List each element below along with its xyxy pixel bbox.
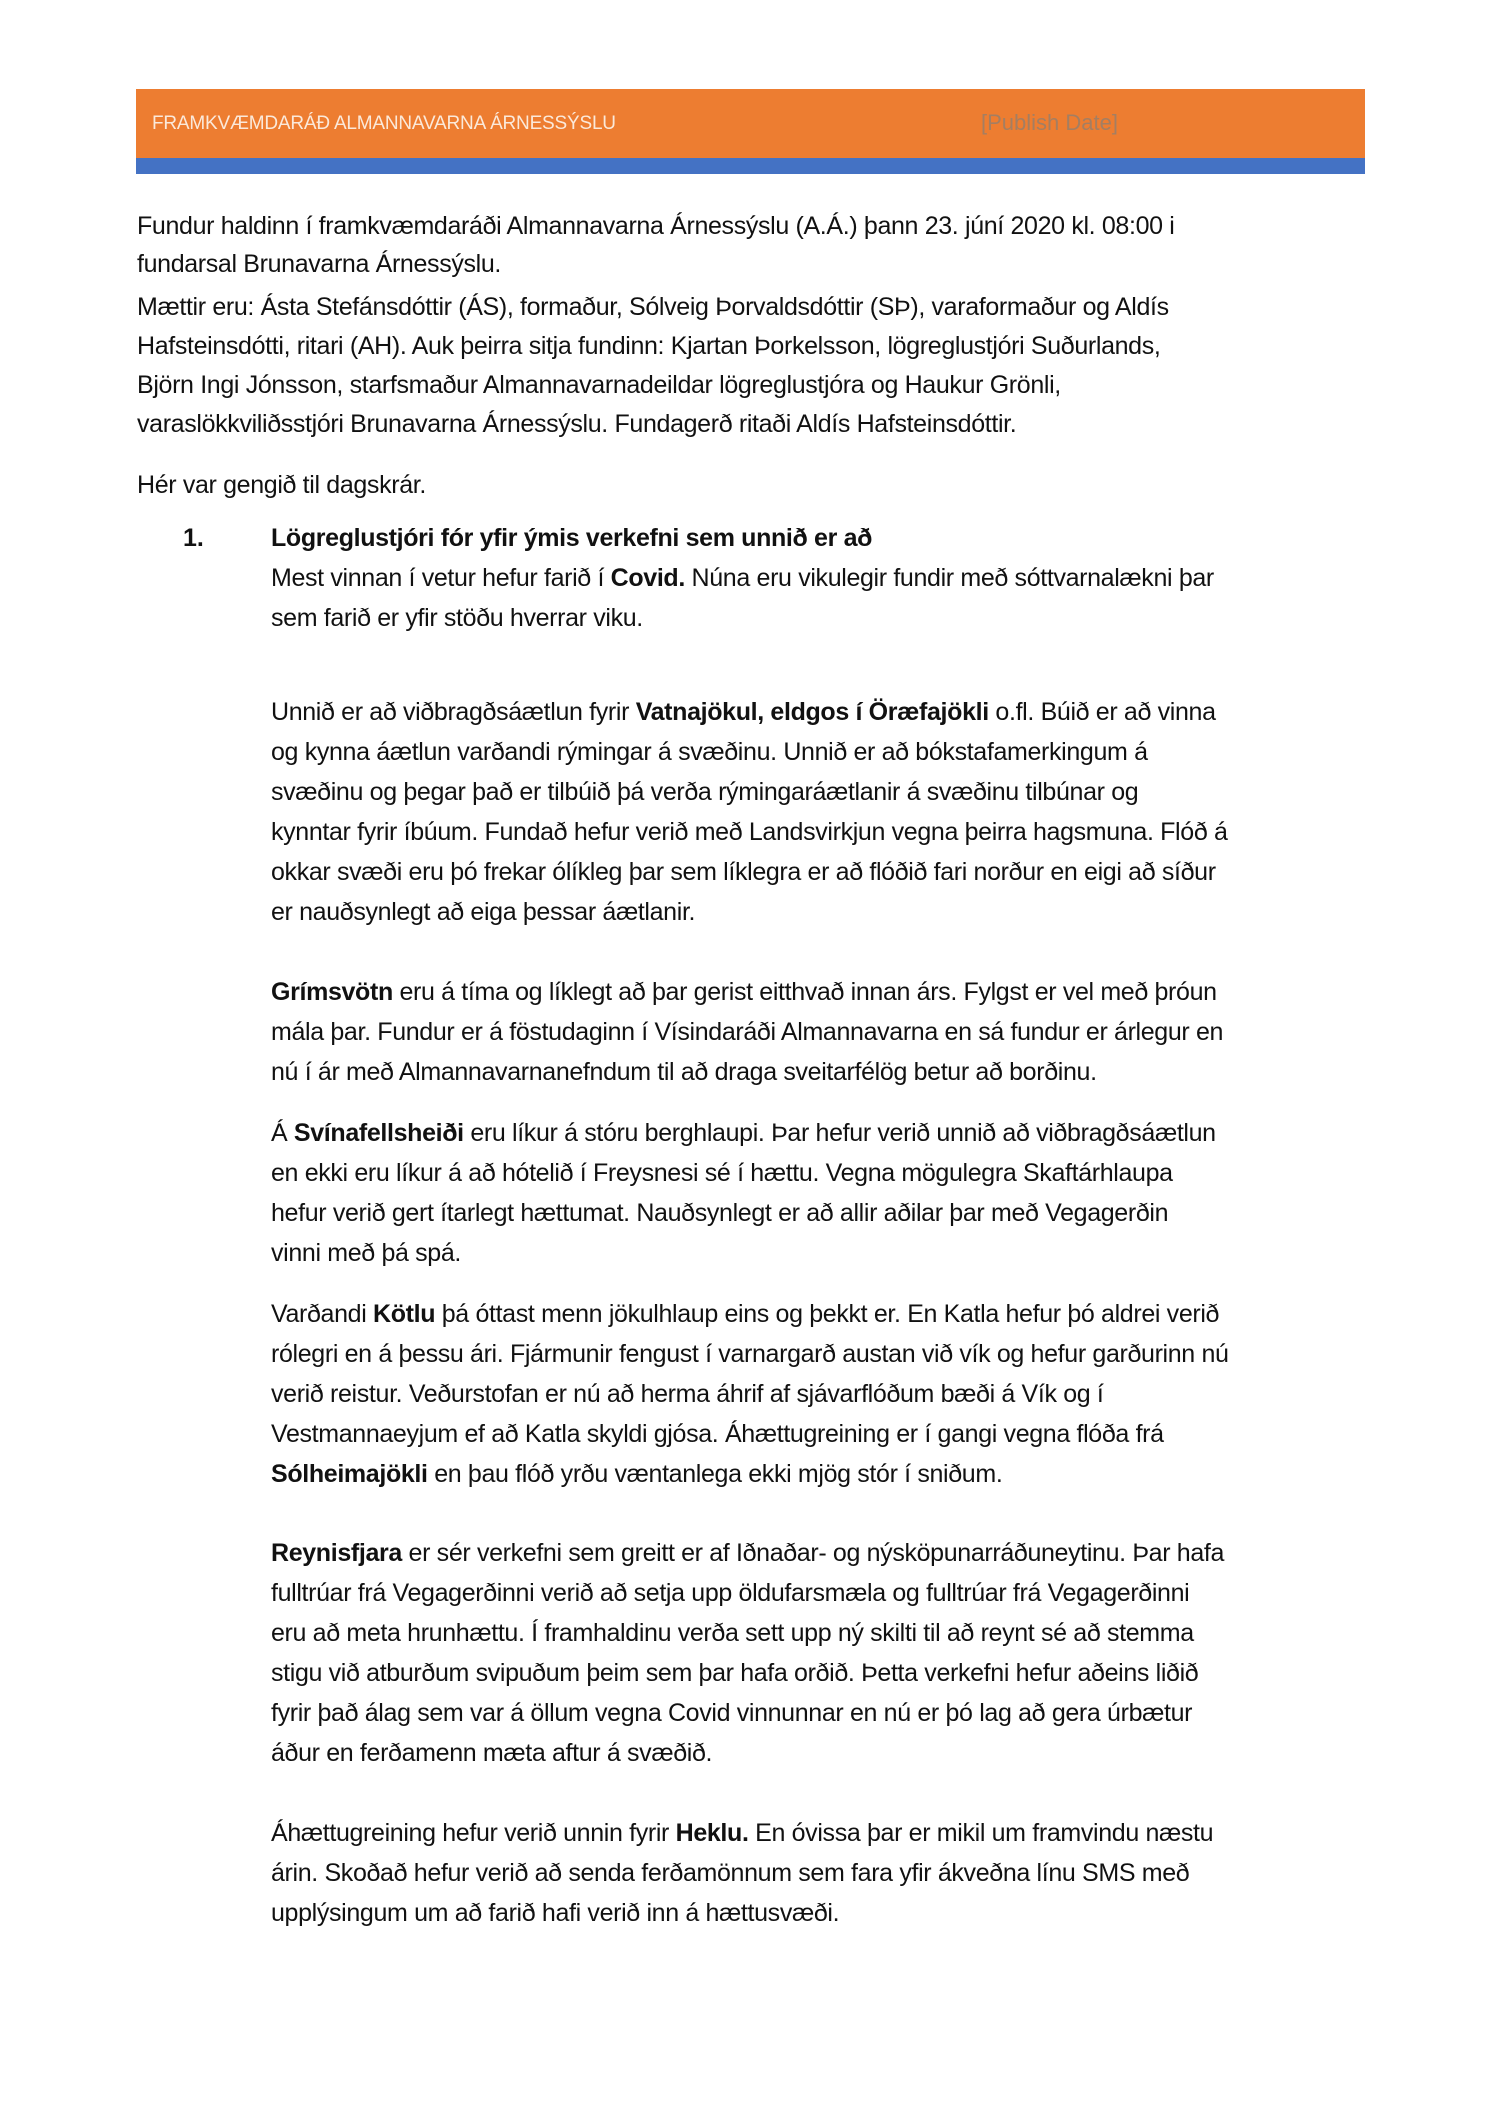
- paragraph-line: upplýsingum um að farið hafi verið inn á hættusvæði.: [271, 1899, 840, 1927]
- keyword-vatnajokull: Vatnajökul, eldgos í Öræfajökli: [635, 698, 989, 726]
- paragraph-line: Grímsvötn eru á tíma og líklegt að þar gerist eitthvað innan árs. Fylgst er vel með þróun: [271, 978, 1217, 1006]
- paragraph-line: Reynisfjara er sér verkefni sem greitt er af Iðnaðar- og nýsköpunarráðuneytinu. Þar hafa: [271, 1539, 1225, 1567]
- paragraph-line: eru að meta hrunhættu. Í framhaldinu verða sett upp ný skilti til að reynt sé að stemma: [271, 1619, 1194, 1647]
- paragraph-line: fyrir það álag sem var á öllum vegna Covid vinnunnar en nú er þó lag að gera úrbætur: [271, 1699, 1193, 1727]
- attendees-line: Hafsteinsdótti, ritari (AH). Auk þeirra sitja fundinn: Kjartan Þorkelsson, lögreglustjóri Suðurlands,: [137, 332, 1161, 360]
- keyword-covid: Covid.: [610, 564, 685, 592]
- keyword-katla: Kötlu: [373, 1300, 436, 1328]
- header-accent-bar: [136, 158, 1365, 174]
- paragraph-line: Á Svínafellsheiði eru líkur á stóru berghlaupi. Þar hefur verið unnið að viðbragðsáætlun: [271, 1119, 1216, 1147]
- publish-date-placeholder[interactable]: [Publish Date]: [981, 110, 1118, 135]
- attendees-line: Björn Ingi Jónsson, starfsmaður Almannavarnadeildar lögreglustjóra og Haukur Grönli,: [137, 371, 1061, 399]
- paragraph-line: árin. Skoðað hefur verið að senda ferðamönnum sem fara yfir ákveðna línu SMS með: [271, 1859, 1190, 1887]
- attendees-line: Mættir eru: Ásta Stefánsdóttir (ÁS), formaður, Sólveig Þorvaldsdóttir (SÞ), varaformaður og Aldís: [137, 293, 1169, 321]
- intro-line: Fundur haldinn í framkvæmdaráði Almannavarna Árnessýslu (A.Á.) þann 23. júní 2020 kl. 08:00 i: [137, 212, 1175, 240]
- paragraph-line: Mest vinnan í vetur hefur farið í Covid. Núna eru vikulegir fundir með sóttvarnalækni þar: [271, 564, 1214, 592]
- paragraph-line: svæðinu og þegar það er tilbúið þá verða rýmingaráætlanir á svæðinu tilbúnar og: [271, 778, 1139, 806]
- intro-line: fundarsal Brunavarna Árnessýslu.: [137, 250, 501, 278]
- agenda-item-title: Lögreglustjóri fór yfir ýmis verkefni sem unnið er að: [271, 524, 873, 552]
- paragraph-line: verið reistur. Veðurstofan er nú að herma áhrif af sjávarflóðum bæði á Vík og í: [271, 1380, 1104, 1408]
- paragraph-line: Áhættugreining hefur verið unnin fyrir Heklu. En óvissa þar er mikil um framvindu næstu: [271, 1819, 1214, 1847]
- keyword-reynisfjara: Reynisfjara: [271, 1539, 402, 1567]
- paragraph-line: rólegri en á þessu ári. Fjármunir fengust í varnargarð austan við vík og hefur garðurinn nú: [271, 1340, 1229, 1368]
- paragraph-line: kynntar fyrir íbúum. Fundað hefur verið með Landsvirkjun vegna þeirra hagsmuna. Flóð á: [271, 818, 1228, 846]
- paragraph-line: nú í ár með Almannavarnanefndum til að draga sveitarfélög betur að borðinu.: [271, 1058, 1097, 1086]
- paragraph-line: vinni með þá spá.: [271, 1239, 461, 1267]
- paragraph-line: hefur verið gert ítarlegt hættumat. Nauðsynlegt er að allir aðilar þar með Vegagerðin: [271, 1199, 1169, 1227]
- paragraph-line: stigu við atburðum svipuðum þeim sem þar hafa orðið. Þetta verkefni hefur aðeins liðið: [271, 1659, 1199, 1687]
- paragraph-line: Vestmannaeyjum ef að Katla skyldi gjósa. Áhættugreining er í gangi vegna flóða frá: [271, 1420, 1164, 1448]
- keyword-svinafellsheidi: Svínafellsheiði: [293, 1119, 464, 1147]
- paragraph-line: mála þar. Fundur er á föstudaginn í Vísindaráði Almannavarna en sá fundur er árlegur en: [271, 1018, 1224, 1046]
- keyword-solheimajokull: Sólheimajökli: [271, 1460, 428, 1488]
- paragraph-line: fulltrúar frá Vegagerðinni verið að setja upp öldufarsmæla og fulltrúar frá Vegagerðinni: [271, 1579, 1190, 1607]
- paragraph-line: sem farið er yfir stöðu hverrar viku.: [271, 604, 643, 632]
- paragraph-line: en ekki eru líkur á að hótelið í Freysnesi sé í hættu. Vegna mögulegra Skaftárhlaupa: [271, 1159, 1173, 1187]
- agenda-intro: Hér var gengið til dagskrár.: [137, 471, 426, 499]
- paragraph-line: áður en ferðamenn mæta aftur á svæðið.: [271, 1739, 713, 1767]
- organization-title: FRAMKVÆMDARÁÐ ALMANNAVARNA ÁRNESSÝSLU: [152, 113, 616, 134]
- keyword-grimsvotn: Grímsvötn: [271, 978, 393, 1006]
- paragraph-line: og kynna áætlun varðandi rýmingar á svæðinu. Unnið er að bókstafamerkingum á: [271, 738, 1148, 766]
- paragraph-line: Varðandi Kötlu þá óttast menn jökulhlaup eins og þekkt er. En Katla hefur þó aldrei verið: [271, 1300, 1220, 1328]
- page-header: [136, 89, 1365, 158]
- paragraph-line: Unnið er að viðbragðsáætlun fyrir Vatnajökul, eldgos í Öræfajökli o.fl. Búið er að vinna: [271, 698, 1216, 726]
- paragraph-line: Sólheimajökli en þau flóð yrðu væntanlega ekki mjög stór í sniðum.: [271, 1460, 1003, 1488]
- agenda-item-number: 1.: [183, 524, 204, 552]
- paragraph-line: okkar svæði eru þó frekar ólíkleg þar sem líklegra er að flóðið fari norður en eigi að síður: [271, 858, 1216, 886]
- keyword-hekla: Heklu.: [675, 1819, 749, 1847]
- attendees-line: varaslökkviliðsstjóri Brunavarna Árnessýslu. Fundagerð ritaði Aldís Hafsteinsdóttir.: [137, 410, 1017, 438]
- paragraph-line: er nauðsynlegt að eiga þessar áætlanir.: [271, 898, 696, 926]
